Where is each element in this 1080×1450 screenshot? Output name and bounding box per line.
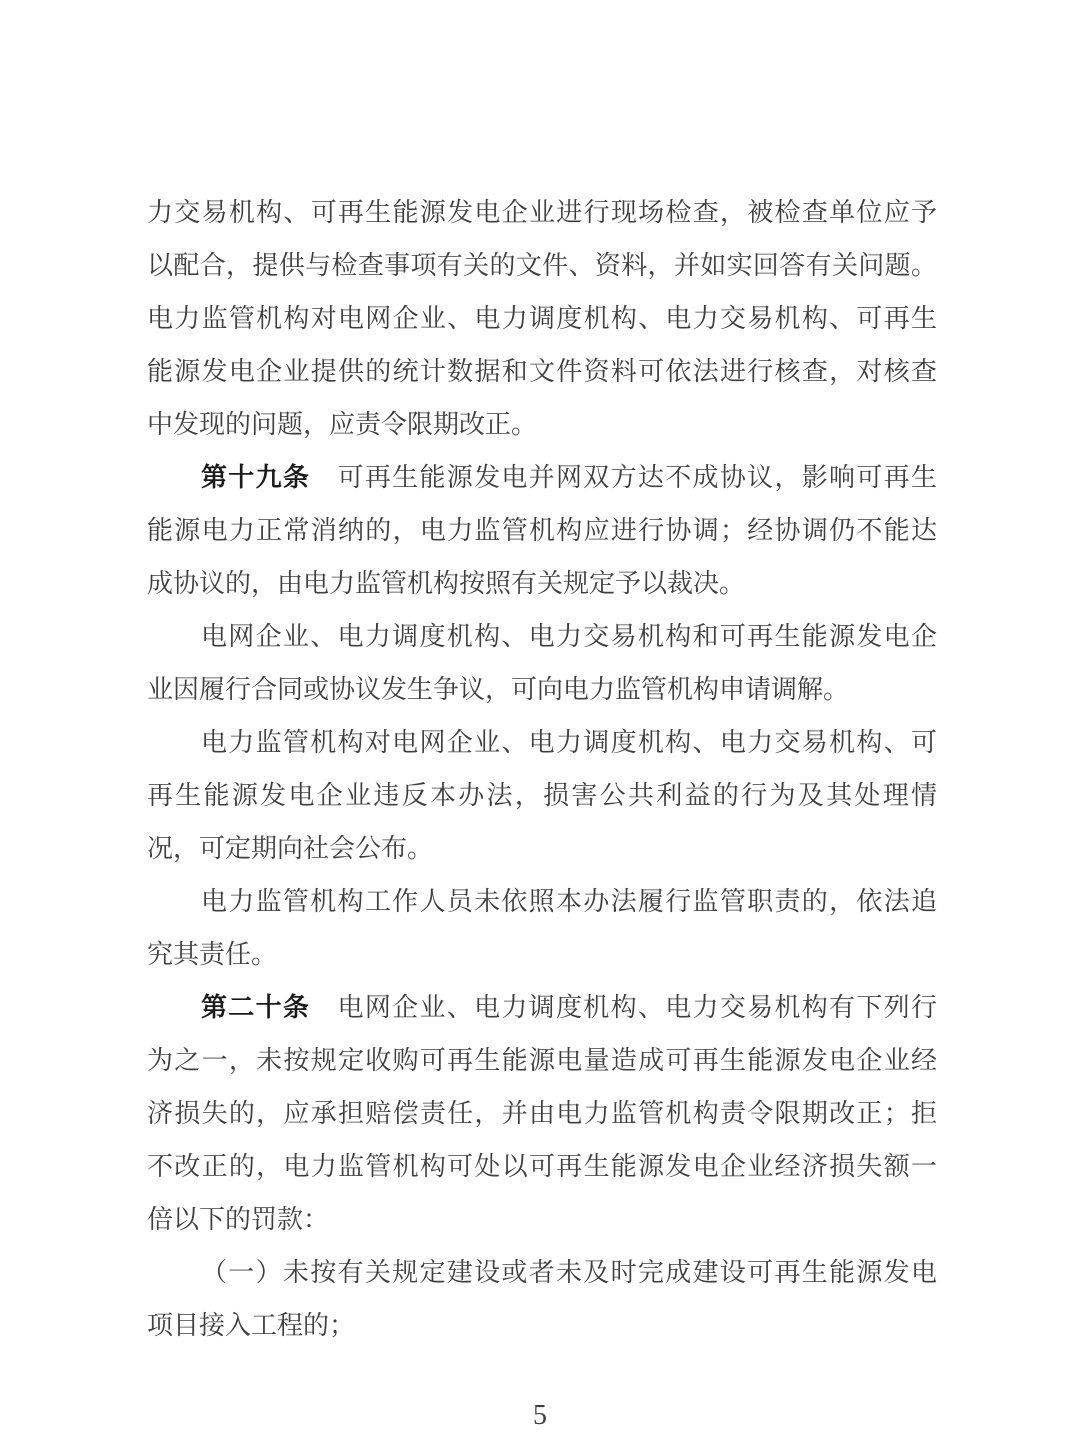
text-line: （一）未按有关规定建设或者未及时完成建设可再生能源发电 (201, 1258, 937, 1287)
text-line: 电力监管机构对电网企业、电力调度机构、电力交易机构、可再生 (147, 304, 937, 333)
text-line: 电力监管机构工作人员未依照本办法履行监管职责的，依法追 (201, 887, 937, 916)
text-line: 项目接入工程的； (147, 1311, 356, 1340)
article-number: 第十九条 (201, 462, 311, 492)
page-number: 5 (533, 1400, 547, 1431)
page-footer (0, 1400, 1080, 1432)
text-line: 电力监管机构对电网企业、电力调度机构、电力交易机构、可 (201, 728, 937, 757)
text-line: 倍以下的罚款： (147, 1205, 330, 1234)
document-text (147, 186, 937, 1352)
text-line: 中发现的问题，应责令限期改正。 (147, 410, 538, 439)
article-number: 第二十条 (201, 992, 311, 1022)
text-line: 成协议的，由电力监管机构按照有关规定予以裁决。 (147, 569, 746, 598)
text-line: 究其责任。 (147, 940, 278, 969)
text-line: 以配合，提供与检查事项有关的文件、资料，并如实回答有关问题。 (147, 251, 937, 280)
text-line: 能源发电企业提供的统计数据和文件资料可依法进行核查，对核查 (147, 357, 937, 386)
text-line: 为之一，未按规定收购可再生能源电量造成可再生能源发电企业经 (147, 1046, 937, 1075)
text-line: 能源电力正常消纳的，电力监管机构应进行协调；经协调仍不能达 (147, 516, 937, 545)
text-line: 业因履行合同或协议发生争议，可向电力监管机构申请调解。 (147, 675, 850, 704)
text-line: 况，可定期向社会公布。 (147, 834, 434, 863)
text-line: 电网企业、电力调度机构、电力交易机构和可再生能源发电企 (201, 622, 937, 651)
text-line: 力交易机构、可再生能源发电企业进行现场检查，被检查单位应予 (147, 198, 937, 227)
text-line: 济损失的，应承担赔偿责任，并由电力监管机构责令限期改正；拒 (147, 1099, 937, 1128)
text-line: 再生能源发电企业违反本办法，损害公共利益的行为及其处理情 (147, 781, 937, 810)
text-line-article-start: 第十九条 可再生能源发电并网双方达不成协议，影响可再生 (201, 462, 937, 492)
text-line: 不改正的，电力监管机构可处以可再生能源发电企业经济损失额一 (147, 1152, 937, 1181)
text-line-article-start: 第二十条 电网企业、电力调度机构、电力交易机构有下列行 (201, 992, 937, 1022)
